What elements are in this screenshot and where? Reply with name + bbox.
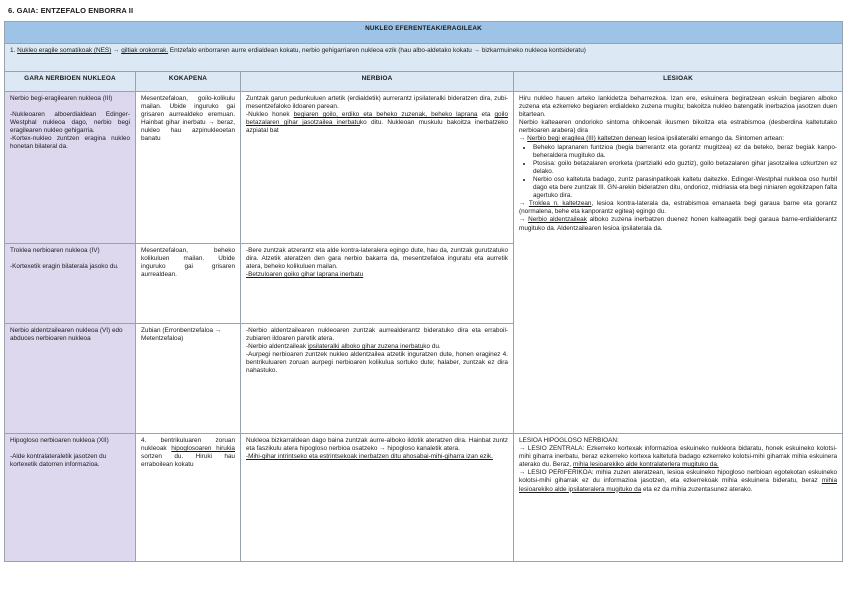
column-header: KOKAPENA [136, 72, 241, 92]
nucleus-name-cell [5, 244, 136, 324]
nerve-text-underlined: -Mihi-gihar intrintseko eta estrintsekoak inerbatzen ditu ahosabai-mihi-giharra izan ezik. [246, 453, 493, 461]
lesion-text: eta ez da mihia zuzentasunez aterako. [641, 485, 753, 493]
lesion-text: , lesioa kontra-laterala da, estrabismoa emanaeta begi garaua barne eta gorantz (normalena, behe eta kanporantz egitea) egingo du. [519, 200, 838, 216]
nerve-cell [241, 434, 514, 562]
nerve-text: eta [477, 111, 495, 119]
nerve-text: -Nerbio aldentzaileak [246, 343, 308, 351]
intro-text: Entzefalo enborraren aurre erdialdean kokatu, nerbio gehigarriaren nukleoa ezik (hau albo-aldetako kokatu [169, 47, 472, 54]
lesions-cell [514, 434, 843, 562]
nucleus-note: -Kortexetik eragin bilaterala jasoko du. [10, 263, 119, 271]
lesion-text-underlined: mihia lesioarekiko alde kontralaterlera mugituko da. [573, 461, 719, 469]
intro-arrow: → [113, 47, 120, 54]
nucleus-title: Nerbio begi-eragilearen nukleoa (III) [10, 95, 113, 102]
nucleus-note: -Alde kontralateraletik jasotzen du kortexetik datorren informazioa. [10, 453, 107, 469]
location-text: sortzen du. Hiruki hau erraboilean kokatu [141, 453, 235, 469]
nerve-text: -Nukleo honek [246, 111, 294, 119]
lesion-arrow: → [519, 216, 529, 224]
lesion-text-underlined: Nerbio begi eragilea (III) kaltetzen denean [527, 135, 647, 143]
nucleus-title: Hipogloso nerbioaren nukleoa (XII) [10, 437, 109, 444]
list-item: • Beheko lapranaren funtzioa (begia barrerantz eta gorantz mugitzea) ez da beteko, beraz begiak kanpo-beheraldera mugituko da. [533, 144, 837, 160]
list-item: • Ptosisa: goilo betazalaren erorketa (partzialki edo guztiz), goilo betazalaren gihar jasotzailea uzkurtzen ez delako. [533, 160, 837, 176]
nerve-cell [241, 324, 514, 434]
nerve-cell [241, 244, 514, 324]
nerve-text: -Aurpegi nerbioaren zuntzek nukleo aldentzailea atzetik inguratzen dute, honen eraginez 4. bentrikuluaren zoruan aurpegi nerbioaren kolikulua sortuko dute; halaber, zuntzak ez dira nahastuko. [246, 351, 508, 375]
nerve-text-underlined: -Betzuloaren goiko gihar laprana inerbatu [246, 271, 364, 279]
nucleus-name-cell [5, 434, 136, 562]
lesion-arrow: → [519, 135, 528, 143]
lesion-text-underlined: Nerbio aldentzaileak [528, 216, 587, 224]
nerve-text-underlined: goilo betazalaren gihar jasotzailea inerbatu [246, 111, 509, 127]
column-header: NERBIOA [241, 72, 514, 92]
lesion-text: Nerbio kalteaeren ondorioko sintoma ohikoenak ikusmen bikoitza eta estrabismoa (desberdina kaltetutako nerbioaren arabera) dira [519, 119, 838, 135]
location-cell: Mesentzefaloan, goilo-kolikulu mailan. Ubide inguruko gai grisaren aurrealdeko eremuan. Hainbat gihar inerbatu → beraz, nukleo hau azpinukleoetan banatu [136, 92, 241, 244]
nerve-text: ko du. [423, 343, 441, 351]
lesions-cell [514, 92, 843, 434]
nucleus-name-cell [5, 324, 136, 434]
intro-term-nes: Nukleo eragile somatikoak (NES) [17, 47, 112, 54]
intro-number: 1. [10, 47, 16, 54]
nerve-text: ko ditu. Nukleoan muskulu bakoitza inerbatzeko azpiatal bat [246, 119, 508, 135]
table-row [5, 92, 843, 244]
lesion-text: alboko zuzena inerbatzen duenez honen kalteagatik begi garaua barne-erdialderantz mugituko da. Aldentzailearen lesioa ipsilaterala da. [519, 216, 838, 232]
nerve-text: Zuntzak garun pedunkuluen artetik (erdialdetik) aurrerantz ipsilateralki bideratzen dira, zubi-mesentzefaloko ildoaren parean. [246, 95, 508, 111]
location-text: 4. bentrikuluaren zoruan nukleoak [141, 437, 235, 453]
nucleus-note: -Kortex-nukleo zuntzen eragina nukleo honetan bilateral da. [10, 135, 130, 151]
nucleus-title: Nerbio aldentzailearen nukleoa (VI) edo abduces nerbioaren nukleoa [10, 327, 123, 343]
intro-row [5, 44, 843, 72]
nucleus-name-cell [5, 92, 136, 244]
nucleus-title: Troklea nerbioaren nukleoa (IV) [10, 247, 100, 254]
lesion-text: Hiru nukleo hauen arteko lankidetza beharrezkoa. Izan ere, eskuinera begiratzean eskuin begiaren alboko zuzena eta ezkerreko begiaren erdialdeko zuzena mugitu; bakoitza nukleo batengatik inerbazioa jasotzen duen bitartean. [519, 95, 838, 119]
lesion-text: → LESIO PERIFERIKOA: mihia zuzen ateratzean, lesioa eskuineko hipogloso nerbioan egotekotan eskuineko kolotsi-mihi giharrak ez du informazioa jasotzen, eta ezkerrekoak mihia eskuinera bideratu, beraz [519, 469, 838, 485]
location-cell [136, 434, 241, 562]
intro-arrow: → [473, 47, 481, 54]
lesion-text-underlined: Troklea n. kaltetzean [528, 200, 592, 208]
nerve-text: -Nerbio aldentzailearen nukleoaren zuntzak aurrealderantz bideratuko dira eta erraboil-zubiaren ildoaren paretik atera. [246, 327, 508, 343]
lesion-text: lesioa ipsilateralki emango da. Sintomen artean: [646, 135, 785, 143]
table-row [5, 434, 843, 562]
column-header: LESIOAK [514, 72, 843, 92]
nucleus-note: -Nukleoaren alboerdialdean Edinger-Westphal nukleoa dago, nerbio begi eragilearen nukleo gehigarria. [10, 111, 130, 135]
lesion-text-underlined: mihia lesioarekiko alde ipsilateralera mugituko da [519, 477, 838, 493]
efferent-nuclei-table [4, 21, 843, 562]
lesion-heading: LESIOA HIPOGLOSO NERBIOAN: [519, 437, 619, 444]
lesion-arrow: → [519, 200, 529, 208]
lesion-text: → LESIO ZENTRALA: Ezkerreko kortexak informazioa eskuineko nukleora bidaratu, honek eskuineko kolotsi-mihi giharra inerbatu, beraz ezkerreko kortexa kaltetuta badago ezkerreko kolotsi-mihi giharrak mihia eskuinera aterako du. Beraz, [519, 445, 838, 469]
nerve-cell [241, 92, 514, 244]
nerve-text-underlined: begiaren goilo, erdiko eta beheko zuzenak, beheko laprana [293, 111, 478, 119]
nerve-text: -Bere zuntzak atzerantz eta alde kontra-lateralera egingo dute, hau da, zuntzak gurutzatuko dira. Atzetik ateratzen den gara nerbio bakarra da, mesentzefaloa inguratu eta aurretik atera, beheko kolikuluen mailan. [246, 247, 508, 271]
list-item: • Nerbio oso kaltetuta badago, zuntz parasinpatikoak kaltetu daitezke. Edinger-Westphal nukleoa oso hurbil dago eta bere zuntzak III. GN-arekin bideratzen ditu, ondorioz, midriasia eta begi niniaren egokitzapen falta agertuko dira. [533, 176, 837, 200]
location-cell: Mesentzefaloan, beheko kolikuluen mailan. Ubide inguruko gai grisaren aurrealdean. [136, 244, 241, 324]
location-cell: Zubian (Erronbentzefaloa → Metentzefaloa) [136, 324, 241, 434]
location-text-underlined: hipoglosoaren hirukia [171, 445, 235, 453]
nerve-text: Nukleoa bizkarraldean dago baina zuntzak aurre-alboko ildotik ateratzen dira. Hainbat zuntz eta faszikulu atera hipogloso nerbioa osatzeko → hipogloso kanaletik atera. [246, 437, 508, 453]
column-header: GARA NERBIOEN NUKLEOA [5, 72, 136, 92]
symptom-list [519, 144, 837, 201]
intro-text: bizkarmuineko nukleoa kontsideratu) [481, 47, 586, 54]
table-banner: NUKLEO EFERENTEAK/ERAGILEAK [5, 22, 843, 44]
nerve-text-underlined: ipsilateralki alboko gihar zuzena inerbatu [307, 343, 424, 351]
intro-term-general: giltiak orokorrak. [121, 47, 169, 54]
document-title: 6. GAIA: ENTZEFALO ENBORRA II [8, 6, 134, 15]
